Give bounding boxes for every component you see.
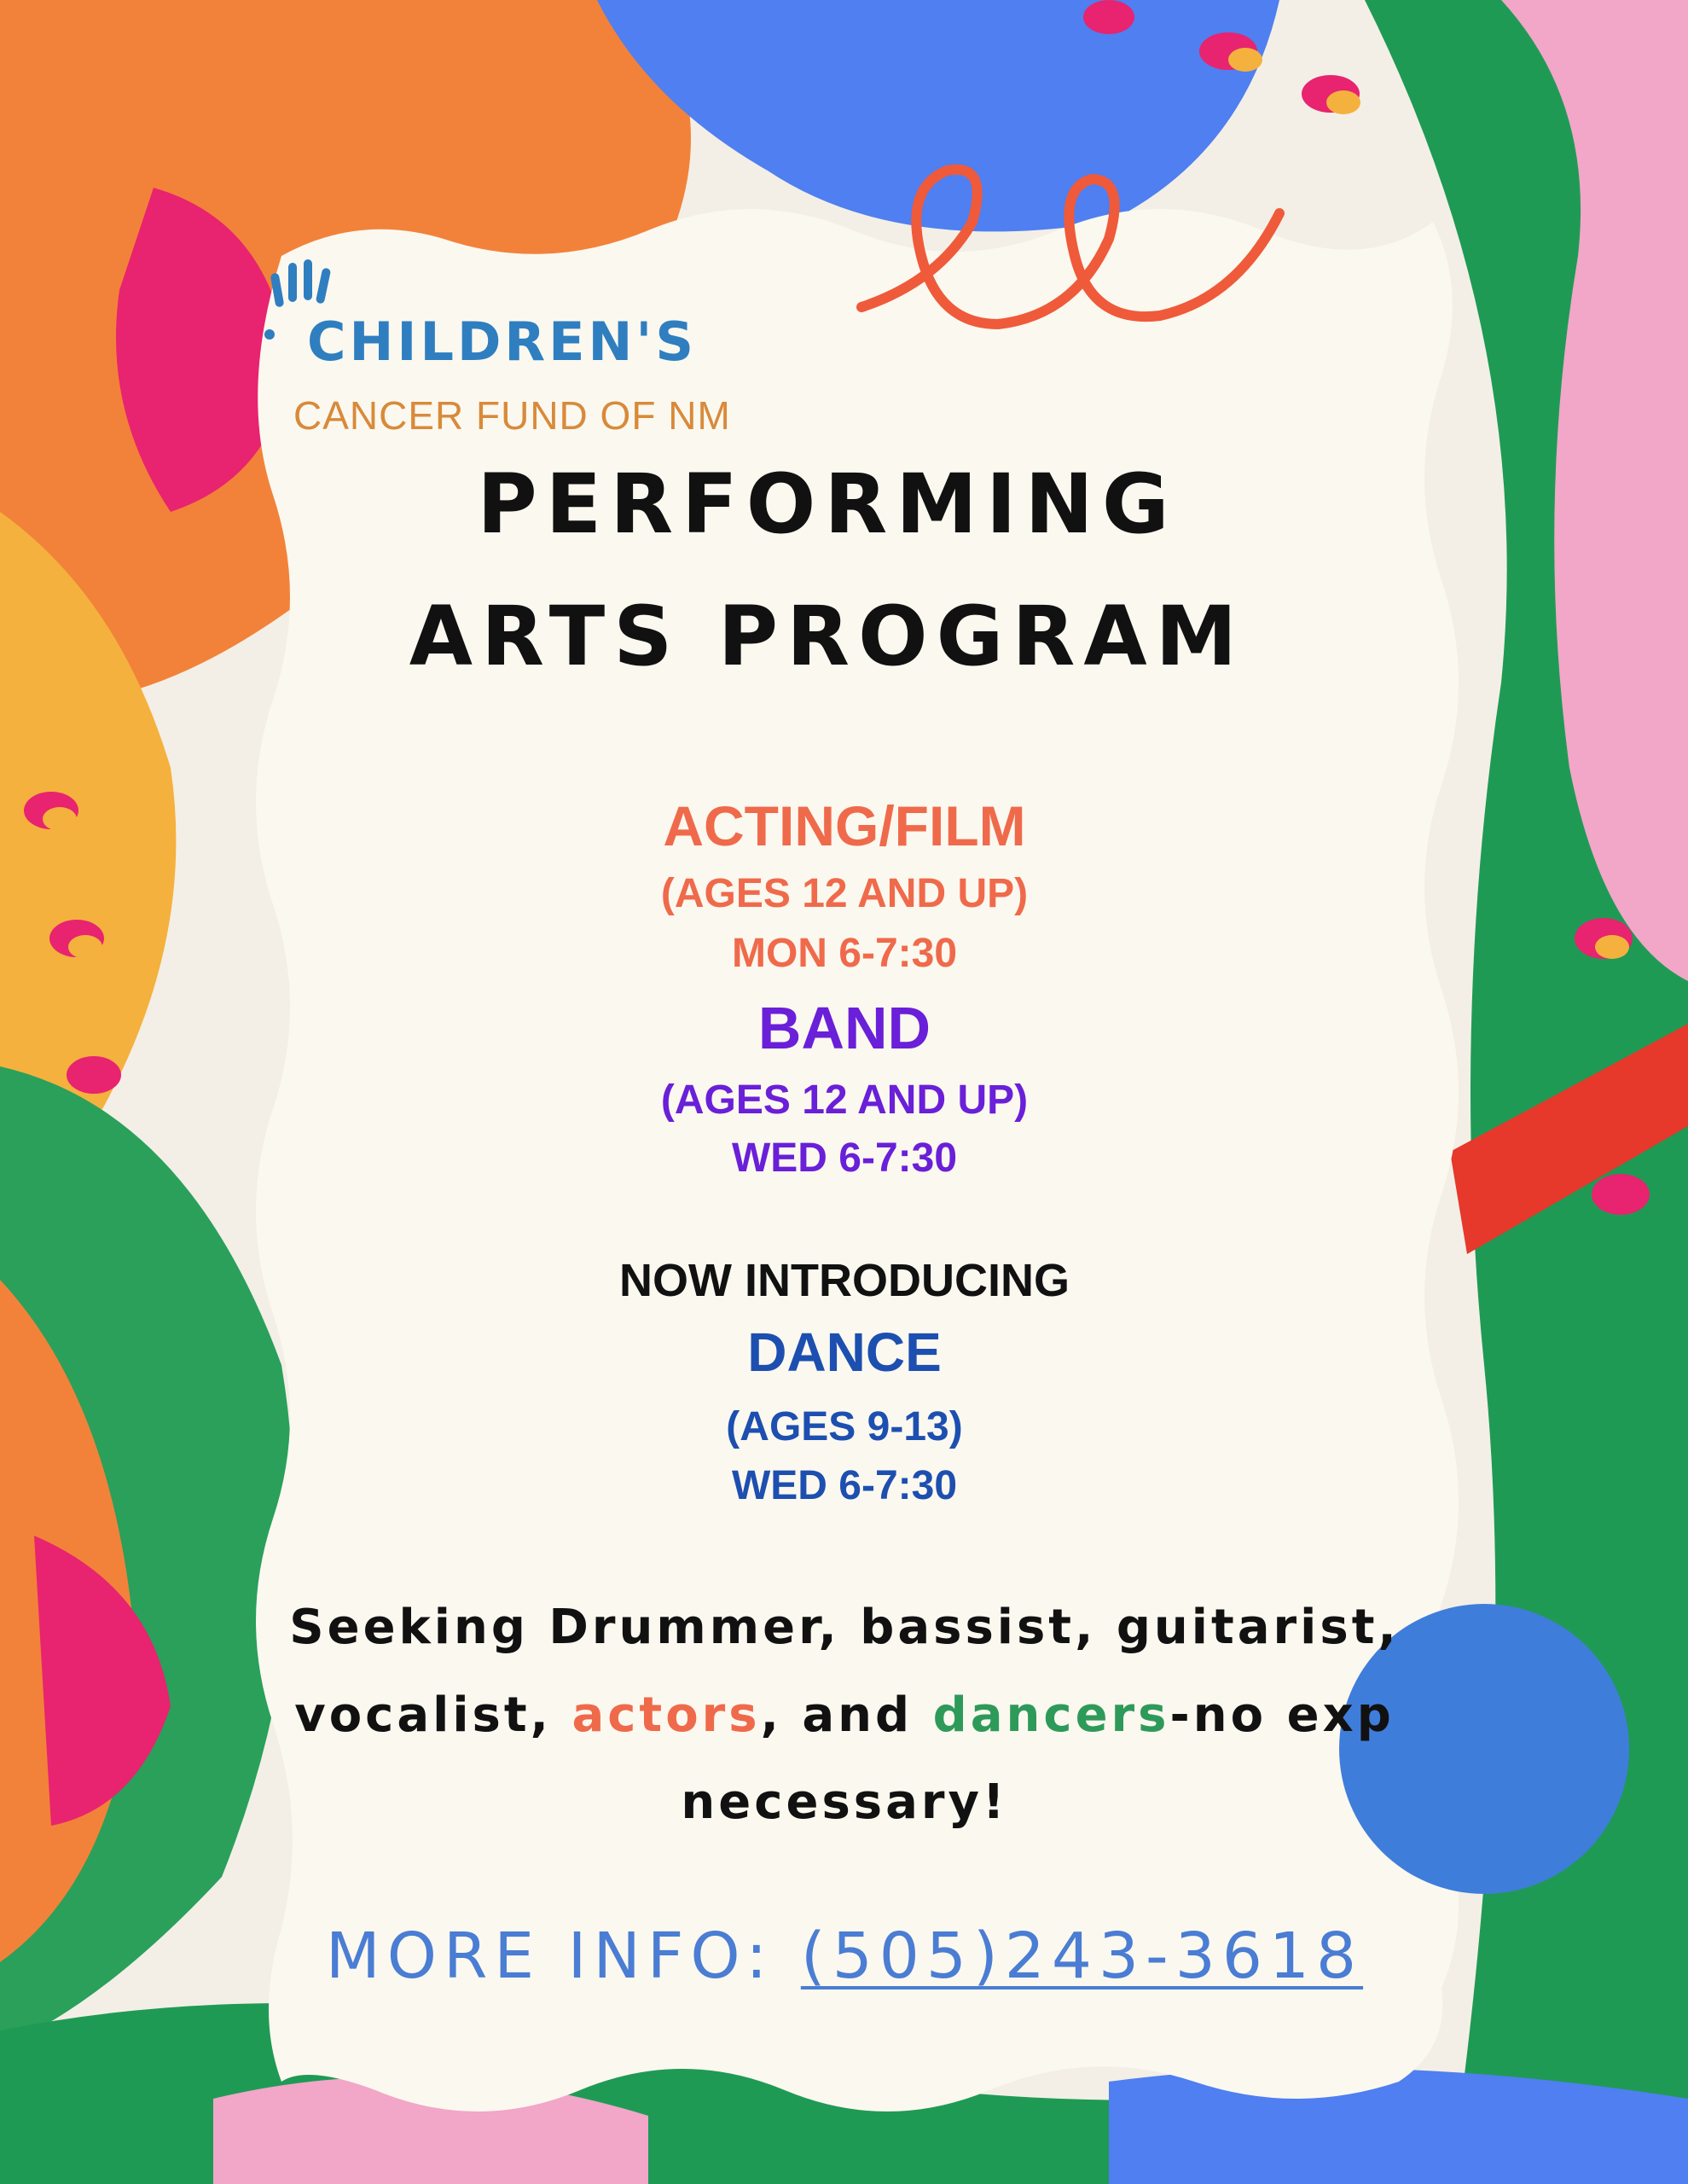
program-ages-dance: (AGES 9-13) (726, 1404, 963, 1449)
seeking-line-2 (239, 1687, 1450, 1743)
title-line-1: PERFORMING (477, 456, 1178, 552)
seeking-actors: actors (571, 1687, 761, 1743)
phone-link[interactable]: (505)243-3618 (800, 1920, 1364, 1993)
seeking-dancers: dancers (932, 1687, 1170, 1743)
logo-subtitle: CANCER FUND OF NM (293, 393, 731, 438)
more-info (239, 1920, 1450, 1993)
program-ages-band: (AGES 12 AND UP) (660, 1077, 1029, 1123)
more-info-label: MORE INFO: (325, 1920, 801, 1993)
logo (256, 256, 734, 452)
seeking-line-2-suffix: -no exp (1169, 1687, 1395, 1743)
program-name-acting: ACTING/FILM (663, 794, 1026, 857)
program-ages-acting: (AGES 12 AND UP) (660, 871, 1029, 916)
seeking-line-3: necessary! (681, 1774, 1008, 1830)
now-introducing: NOW INTRODUCING (619, 1255, 1070, 1306)
program-schedule-band: WED 6-7:30 (731, 1136, 958, 1181)
seeking-line-1: Seeking Drummer, bassist, guitarist, (289, 1600, 1400, 1655)
title-line-2: ARTS PROGRAM (409, 589, 1246, 684)
program-schedule-dance: WED 6-7:30 (731, 1463, 958, 1508)
program-schedule-acting: MON 6-7:30 (731, 931, 958, 976)
logo-name: CHILDREN'S (307, 311, 698, 373)
program-name-band: BAND (757, 995, 931, 1061)
seeking-line-2-mid: , and (760, 1687, 933, 1743)
seeking-line-2-prefix: vocalist, (294, 1687, 572, 1743)
program-name-dance: DANCE (747, 1321, 942, 1383)
